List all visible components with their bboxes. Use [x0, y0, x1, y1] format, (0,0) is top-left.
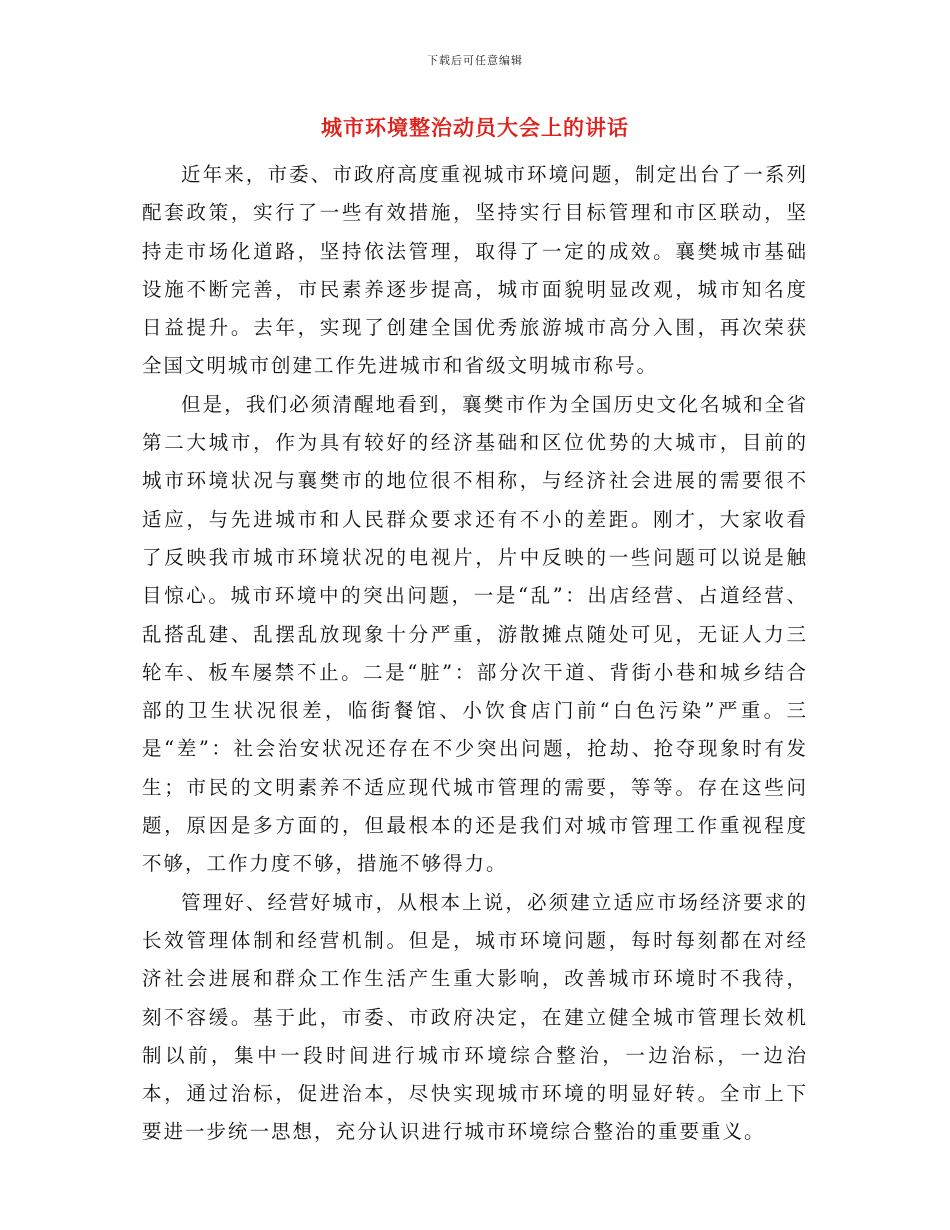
header-note: 下载后可任意编辑: [427, 54, 523, 67]
paragraph-2: 但是，我们必须清醒地看到，襄樊市作为全国历史文化名城和全省第二大城市，作为具有较好的经济基础和区位优势的大城市，目前的城市环境状况与襄樊市的地位很不相称，与经济社会进展的需要很不适应，与先进城市和人民群众要求还有不小的差距。刚才，大家收看了反映我市城市环境状况的电视片，片中反映的一些问题可以说是触目惊心。城市环境中的突出问题，一是“乱”：出店经营、占道经营、乱搭乱建、乱摆乱放现象十分严重，游散摊点随处可见，无证人力三轮车、板车屡禁不止。二是“脏”：部分次干道、背街小巷和城乡结合部的卫生状况很差，临街餐馆、小饮食店门前“白色污染”严重。三是“差”：社会治安状况还存在不少突出问题，抢劫、抢夺现象时有发生；市民的文明素养不适应现代城市管理的需要，等等。存在这些问题，原因是多方面的，但最根本的还是我们对城市管理工作重视程度不够，工作力度不够，措施不够得力。: [142, 392, 808, 876]
paragraph-1: 近年来，市委、市政府高度重视城市环境问题，制定出台了一系列配套政策，实行了一些有效措施，坚持实行目标管理和市区联动，坚持走市场化道路，坚持依法管理，取得了一定的成效。襄樊城市基础设施不断完善，市民素养逐步提高，城市面貌明显改观，城市知名度日益提升。去年，实现了创建全国优秀旅游城市高分入围，再次荣获全国文明城市创建工作先进城市和省级文明城市称号。: [142, 163, 808, 378]
document-title: 城市环境整治动员大会上的讲话: [321, 116, 629, 140]
document-body: [142, 156, 808, 1152]
paragraph-3: 管理好、经营好城市，从根本上说，必须建立适应市场经济要求的长效管理体制和经营机制。但是，城市环境问题，每时每刻都在对经济社会进展和群众工作生活产生重大影响，改善城市环境时不我待，刻不容缓。基于此，市委、市政府决定，在建立健全城市管理长效机制以前，集中一段时间进行城市环境综合整治，一边治标，一边治本，通过治标，促进治本，尽快实现城市环境的明显好转。全市上下要进一步统一思想，充分认识进行城市环境综合整治的重要重义。: [142, 890, 808, 1144]
